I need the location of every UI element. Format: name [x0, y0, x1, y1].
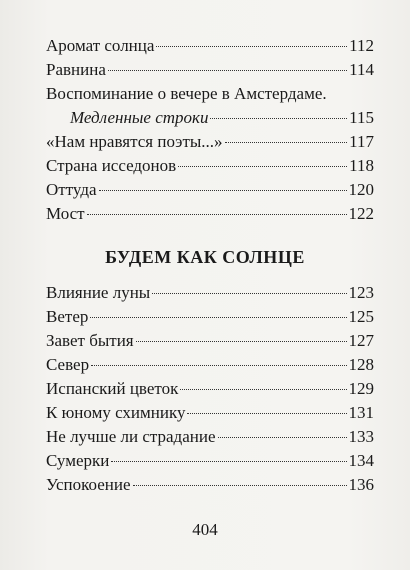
toc-entry-title: Мост [46, 204, 85, 223]
toc-entry-title: Влияние луны [46, 283, 151, 302]
toc-entry-title: Страна исседонов [46, 156, 177, 175]
toc-entry [46, 449, 374, 473]
toc-entry [46, 425, 374, 449]
dot-leader [111, 461, 346, 462]
dot-leader [91, 365, 346, 366]
dot-leader [210, 118, 347, 119]
toc-entry-title: Сумерки [46, 451, 110, 470]
table-of-contents-part-2 [46, 281, 374, 497]
toc-entry-page: 128 [348, 355, 374, 374]
toc-entry-page: 114 [349, 60, 374, 79]
toc-entry-title: Север [46, 355, 90, 374]
toc-entry-title: Воспоминание о вечере в Амстердаме. [46, 84, 327, 103]
toc-entry-title: К юному схимнику [46, 403, 186, 422]
toc-entry-page: 120 [348, 180, 374, 199]
toc-entry-page: 117 [349, 132, 374, 151]
toc-entry-page: 131 [348, 403, 374, 422]
toc-entry [46, 202, 374, 226]
toc-entry [46, 178, 374, 202]
table-of-contents-part-1 [46, 34, 374, 226]
toc-entry [46, 353, 374, 377]
toc-entry [46, 329, 374, 353]
toc-entry [46, 154, 374, 178]
dot-leader [136, 341, 347, 342]
toc-entry-page: 133 [348, 427, 374, 446]
dot-leader [87, 214, 347, 215]
toc-entry-title: Завет бытия [46, 331, 134, 350]
dot-leader [133, 485, 347, 486]
toc-entry-page: 127 [348, 331, 374, 350]
toc-entry-page: 118 [349, 156, 374, 175]
toc-entry-title: Испанский цветок [46, 379, 179, 398]
toc-entry-page: 112 [349, 36, 374, 55]
dot-leader [225, 142, 348, 143]
dot-leader [108, 70, 347, 71]
toc-entry-title: Оттуда [46, 180, 97, 199]
dot-leader [180, 389, 346, 390]
toc-entry [46, 377, 374, 401]
toc-entry-title: Ветер [46, 307, 89, 326]
page-number: 404 [192, 520, 218, 539]
toc-entry-page: 134 [348, 451, 374, 470]
section-heading: БУДЕМ КАК СОЛНЦЕ [105, 247, 305, 267]
dot-leader [178, 166, 347, 167]
toc-entry [46, 106, 374, 130]
dot-leader [152, 293, 346, 294]
dot-leader [187, 413, 346, 414]
toc-entry [46, 281, 374, 305]
toc-entry [46, 58, 374, 82]
toc-entry-page: 129 [348, 379, 374, 398]
toc-entry [46, 305, 374, 329]
toc-entry-title: Медленные строки [70, 108, 209, 127]
toc-entry [46, 473, 374, 497]
dot-leader [90, 317, 346, 318]
dot-leader [99, 190, 347, 191]
toc-entry-page: 115 [349, 108, 374, 127]
toc-entry-page: 122 [348, 204, 374, 223]
toc-entry-title: Не лучше ли страдание [46, 427, 216, 446]
dot-leader [156, 46, 347, 47]
toc-entry [46, 401, 374, 425]
toc-entry [46, 34, 374, 58]
toc-entry-title: Успокоение [46, 475, 131, 494]
toc-entry [46, 82, 374, 106]
dot-leader [218, 437, 347, 438]
toc-entry [46, 130, 374, 154]
toc-entry-page: 123 [348, 283, 374, 302]
toc-entry-page: 125 [348, 307, 374, 326]
toc-entry-title: Аромат солнца [46, 36, 155, 55]
toc-entry-title: Равнина [46, 60, 106, 79]
toc-entry-page: 136 [348, 475, 374, 494]
toc-entry-title: «Нам нравятся поэты...» [46, 132, 223, 151]
